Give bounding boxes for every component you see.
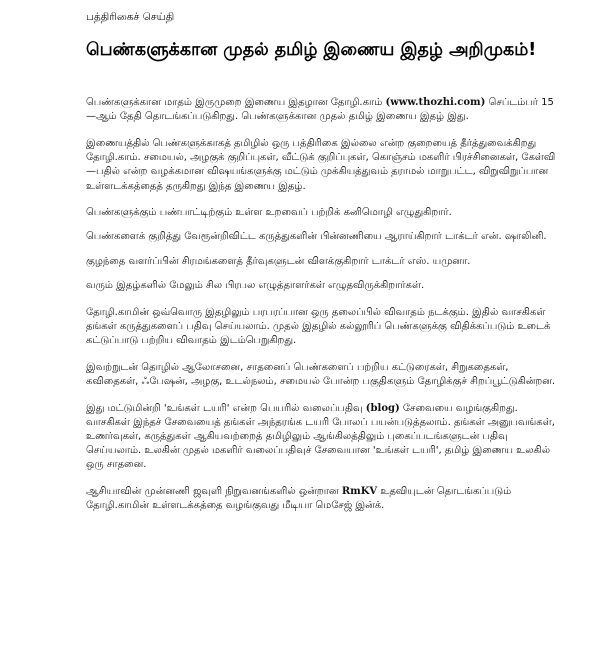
paragraph-debate: தோழி.காமின் ஒவ்வொரு இதழிலும் பரபரப்பான ஒரு தலைப்பில் விவாதம் நடக்கும். இதில் வாசகிகள் தங்கள் கருத்துகளைப் பதிவு செய்யலாம். முதல் இதழில் கல்லூரிப் பெண்களுக்கு விதிக்கப்படும் உடைக் கட்டுப்பாடு பற்றிய விவாதம் இடம்பெறுகிறது. (86, 306, 551, 346)
paragraph-blog: இது மட்டுமின்றி 'உங்கள் டயரி' என்ற பெயரில் வலைப்பதிவு (blog) சேவையை வழங்குகிறது. வாசகிகள் இந்தச் சேவையைத் தங்கள் அந்தரங்க டயரி போலப் பயன்படுத்தலாம். தங்கள் அனுபவங்கள், உணர்வுகள், கருத்துகள் ஆகியவற்றைத் தமிழிலும் ஆங்கிலத்திலும் புகைப்படங்களுடன் பதிவு செய்யலாம். உலகின் முதல் மகளிர் வலைப்பதிவுச் சேவையான 'உங்கள் டயரி', தமிழ் இணைய உலகில் ஒரு சாதனை. (86, 402, 555, 471)
website-url: (www.thozhi.com) (385, 97, 486, 108)
paragraph-sections: இவற்றுடன் தொழில் ஆலோசனை, சாதனைப் பெண்களைப் பற்றிய கட்டுரைகள், சிறுகதைகள், கவிதைகள், ஃபேஷன், அழகு, உடல்நலம், சமையல் போன்ற பகுதிகளும் தோழிக்குச் சிறப்பூட்டுகின்றன. (86, 361, 556, 387)
page-title: பெண்களுக்கான முதல் தமிழ் இணைய இதழ் அறிமுகம்! (86, 40, 537, 60)
article-body (86, 96, 556, 526)
paragraph-shalini: பெண்களைக் குறித்து வேரூன்றிவிட்ட கருத்துகளின் பின்னணியை ஆராய்கிறார் டாக்டர் என். ஷாலினி. (86, 231, 547, 243)
paragraph-content: இணையத்தில் பெண்களுக்காகத் தமிழில் ஒரு பத்திரிகை இல்லை என்ற குறையைத் தீர்த்துவைக்கிறது தோழி.காம். சமையல், அழகுக் குறிப்புகள், வீட்டுக் குறிப்புகள், கொஞ்சம் மகளிர் பிரச்சினைகள், கேள்வி—பதில் என்ற வழக்கமான விஷயங்களுக்கு மட்டும் முக்கியத்துவம் தராமல் மாறுபட்ட, விறுவிறுப்பான உள்ளடக்கத்தைத் தருகிறது இந்த இணைய இதழ். (86, 137, 556, 192)
paragraph-kanimozhi: பெண்களுக்கும் பண்பாட்டிற்கும் உள்ள உறவைப் பற்றிக் கனிமொழி எழுதுகிறார். (86, 207, 452, 219)
paragraph-sponsor: ஆசியாவின் முன்னணி ஜவுளி நிறுவனங்களில் ஒன்றான RmKV உதவியுடன் தொடங்கப்படும் தோழி.காமின் உள்ளடக்கத்தை வழங்குவது மீடியா மெசேஜ் இன்க். (86, 486, 512, 512)
paragraph-writers: வரும் இதழ்களில் மேலும் சில பிரபல எழுத்தாளர்கள் எழுதவிருக்கிறார்கள். (86, 279, 425, 291)
document-label: பத்திரிகைச் செய்தி (86, 11, 175, 23)
sponsor-name: RmKV (341, 486, 378, 498)
paragraph-intro: பெண்களுக்கான மாதம் இருமுறை இணைய இதழான தோழி.காம் (www.thozhi.com) செப்டம்பர் 15—ஆம் தேதி தொடங்கப்படுகிறது. பெண்களுக்கான முதல் தமிழ் இணைய இதழ் இது. (86, 97, 554, 123)
paragraph-yamuna: குழந்தை வளர்ப்பின் சிரமங்களைத் தீர்வுகளுடன் விளக்குகிறார் டாக்டர் எஸ். யமுனா. (86, 255, 471, 267)
blog-term: (blog) (365, 402, 400, 414)
